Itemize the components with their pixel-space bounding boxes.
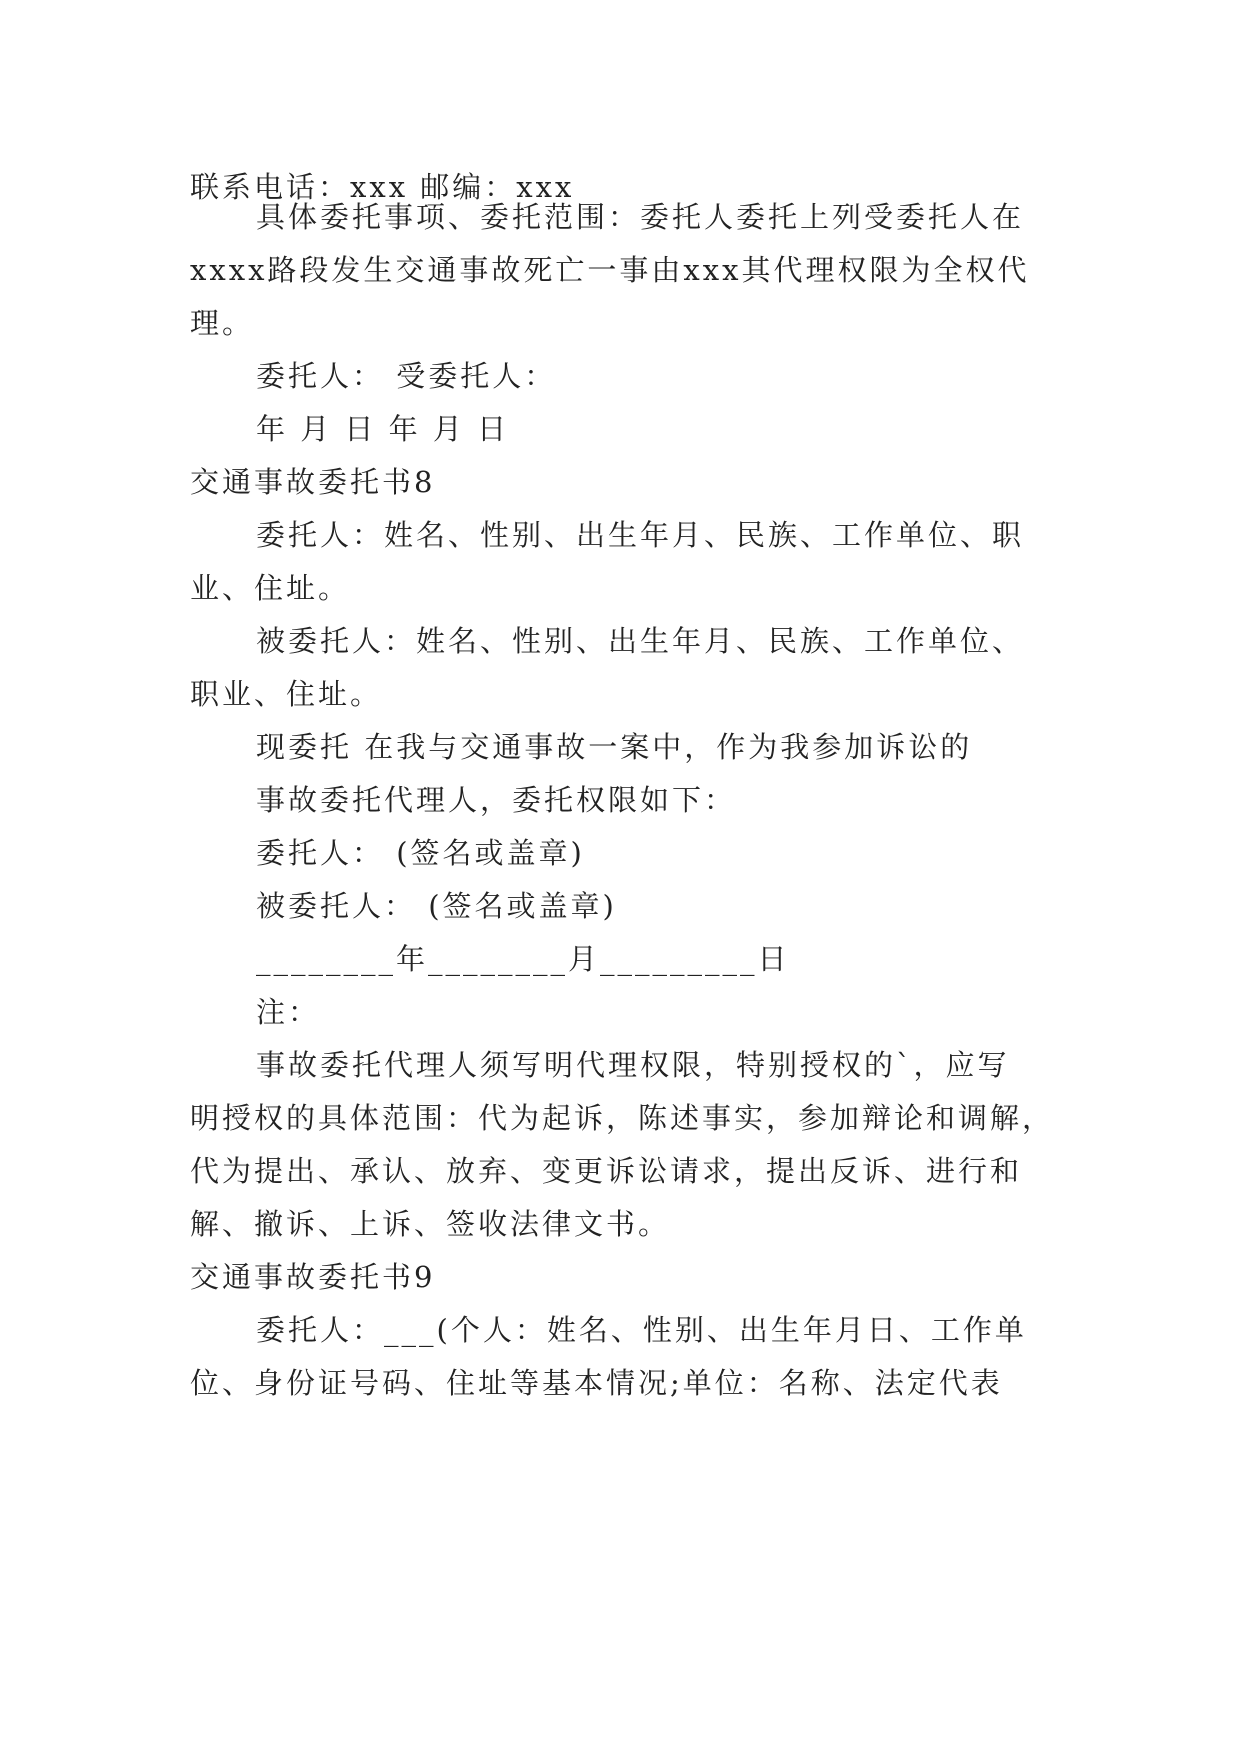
paragraph-line: 理。: [190, 306, 255, 340]
paragraph-line: 事故委托代理人须写明代理权限，特别授权的`，应写: [256, 1048, 1010, 1082]
note-label: 注：: [256, 995, 321, 1029]
paragraph-line: 明授权的具体范围：代为起诉，陈述事实，参加辩论和调解，: [190, 1101, 1055, 1135]
section-heading: 交通事故委托书9: [190, 1260, 436, 1294]
paragraph-line: 代为提出、承认、放弃、变更诉讼请求，提出反诉、进行和: [190, 1154, 1023, 1188]
section-heading: 交通事故委托书8: [190, 465, 436, 499]
signature-line: 委托人： 受委托人：: [256, 359, 557, 393]
paragraph-line: 委托人：___(个人：姓名、性别、出生年月日、工作单: [256, 1313, 1027, 1347]
paragraph-line: 业、住址。: [190, 571, 351, 605]
date-line: 年 月 日 年 月 日: [256, 412, 510, 446]
contact-line: 联系电话：xxx 邮编：xxx: [190, 170, 575, 204]
paragraph-line: 位、身份证号码、住址等基本情况;单位：名称、法定代表: [190, 1366, 1003, 1400]
signature-line: 被委托人： (签名或盖章): [256, 889, 617, 923]
paragraph-line: 事故委托代理人，委托权限如下：: [256, 783, 737, 817]
date-line: ________年________月_________日: [256, 942, 790, 976]
paragraph-line: 被委托人：姓名、性别、出生年月、民族、工作单位、: [256, 624, 1025, 658]
paragraph-line: 具体委托事项、委托范围：委托人委托上列受委托人在: [256, 200, 1025, 234]
paragraph-line: xxxx路段发生交通事故死亡一事由xxx其代理权限为全权代: [190, 253, 1030, 287]
paragraph-line: 现委托 在我与交通事故一案中，作为我参加诉讼的: [256, 730, 973, 764]
paragraph-line: 职业、住址。: [190, 677, 383, 711]
paragraph-line: 委托人：姓名、性别、出生年月、民族、工作单位、职: [256, 518, 1025, 552]
paragraph-line: 解、撤诉、上诉、签收法律文书。: [190, 1207, 671, 1241]
signature-line: 委托人： (签名或盖章): [256, 836, 585, 870]
